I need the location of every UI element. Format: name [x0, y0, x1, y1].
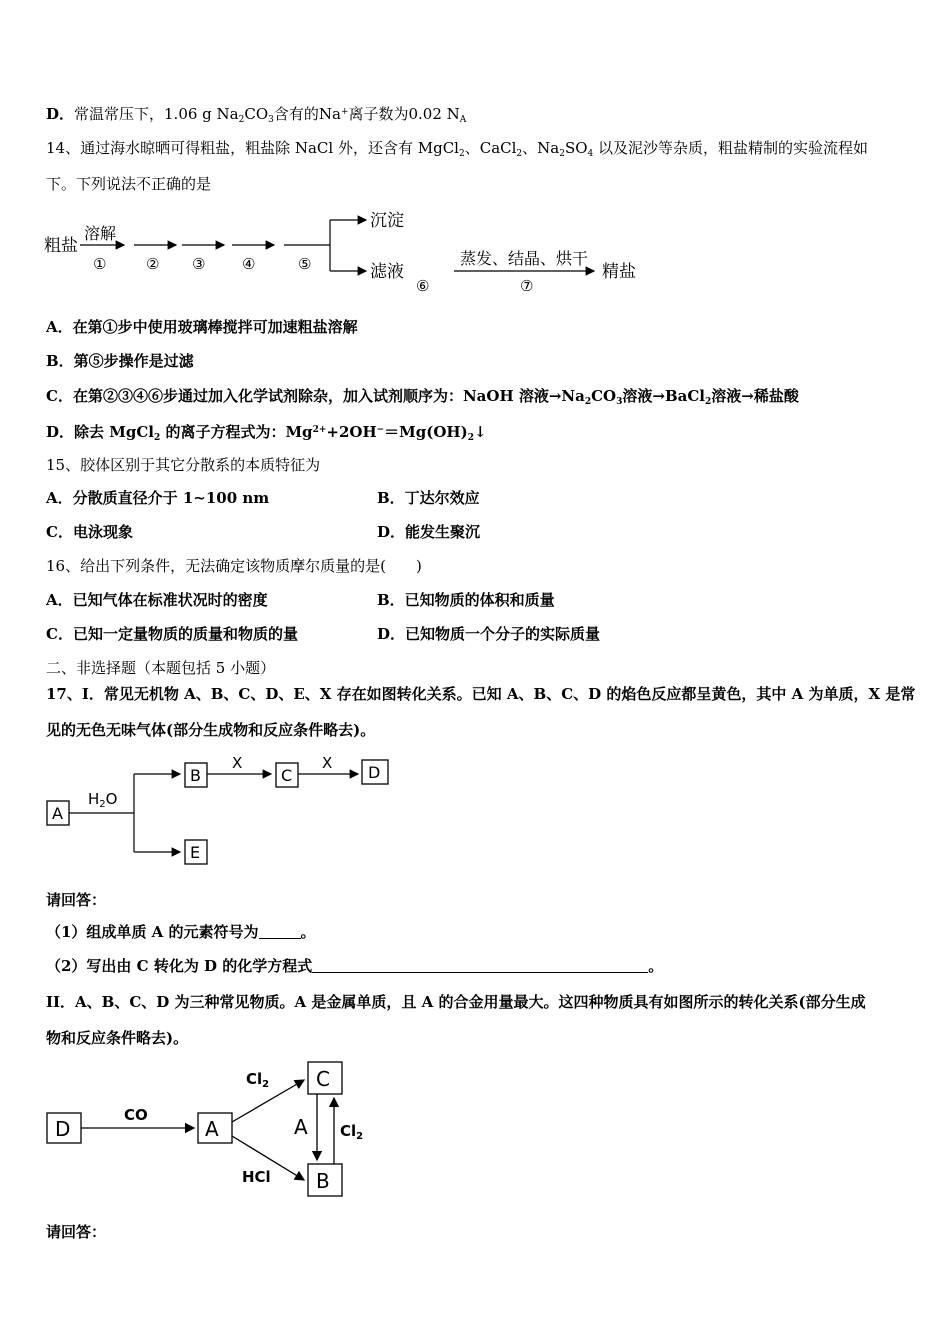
q14-option-d: D．除去 MgCl$_2$ 的离子方程式为：$Mg^{2+}+2OH^-=Mg(OH)_2↓$	[46, 423, 487, 443]
d1-label-b: B	[190, 766, 201, 785]
q17-q1: （1）组成单质 A 的元素符号为 。	[46, 923, 316, 941]
d2-label-d: D	[55, 1117, 71, 1141]
d1-label-c: C	[281, 766, 293, 785]
q17-part2-line2: 物和反应条件略去)。	[46, 1029, 189, 1047]
d2-hcl: HCl	[242, 1168, 271, 1186]
d1-reagent: $H_2O$	[88, 790, 118, 810]
q16-option-c: C．已知一定量物质的质量和物质的量	[46, 625, 298, 643]
d2-mid-a: A	[294, 1115, 308, 1139]
flow-step-6: ⑥	[416, 277, 430, 295]
d2-cl2-a: $Cl_2$	[246, 1070, 270, 1090]
q17-part1-line2: 见的无色无味气体(部分生成物和反应条件略去)。	[46, 721, 376, 739]
flow-step-1: ①	[93, 255, 107, 273]
flow-step-5: ⑤	[298, 255, 312, 273]
flow-step-7: ⑦	[520, 277, 534, 295]
flow-step-3: ③	[192, 255, 206, 273]
q17-diagram-1	[44, 756, 404, 868]
d1-x1: X	[232, 756, 243, 772]
q17-answer-prompt-2: 请回答：	[46, 1223, 107, 1241]
d2-co: CO	[124, 1106, 148, 1124]
d1-label-e: E	[190, 843, 201, 862]
flow-step-4: ④	[242, 255, 256, 273]
q17-q1-blank[interactable]	[259, 924, 301, 939]
q17-diagram-2	[44, 1058, 384, 1202]
d1-label-a: A	[52, 804, 63, 823]
flow-start: 粗盐	[44, 236, 78, 256]
d1-label-d: D	[368, 763, 381, 782]
q15-stem: 15、胶体区别于其它分散系的本质特征为	[46, 456, 321, 474]
q16-stem: 16、给出下列条件，无法确定该物质摩尔质量的是( )	[46, 557, 422, 575]
q16-option-b: B．已知物质的体积和质量	[377, 591, 555, 609]
q15-option-a: A．分散质直径介于 1~100 nm	[46, 489, 270, 507]
q17-part1-line1: 17、I．常见无机物 A、B、C、D、E、X 存在如图转化关系。已知 A、B、C、D 的焰色反应都呈黄色，其中 A 为单质，X 是常	[46, 685, 916, 703]
q16-option-a: A．已知气体在标准状况时的密度	[46, 591, 268, 609]
q15-option-b: B．丁达尔效应	[377, 489, 480, 507]
q14-flow-diagram	[40, 205, 680, 295]
q17-part2-line1: II．A、B、C、D 为三种常见物质。A 是金属单质，且 A 的合金用量最大。这四种物质具有如图所示的转化关系(部分生成	[46, 993, 866, 1011]
q14-option-c: C．在第②③④⑥步通过加入化学试剂除杂，加入试剂顺序为：NaOH 溶液$\to Na_2CO_3$溶液→BaCl$_2$溶液→稀盐酸	[46, 387, 799, 407]
q17-answer-prompt-1: 请回答：	[46, 891, 107, 909]
flow-end: 精盐	[602, 262, 636, 282]
section-heading: 二、非选择题（本题包括 5 小题）	[46, 659, 276, 677]
q15-option-c: C．电泳现象	[46, 523, 133, 541]
d2-label-b: B	[316, 1169, 330, 1193]
d2-label-a: A	[205, 1117, 219, 1141]
d1-x2: X	[322, 756, 333, 772]
d2-label-c: C	[316, 1067, 330, 1091]
d2-cl2-b: $Cl_2$	[340, 1122, 364, 1142]
flow-precipitate: 沉淀	[370, 211, 404, 231]
q14-stem-line1: 14、通过海水晾晒可得粗盐，粗盐除 NaCl 外，还含有 MgCl$_2$、CaCl$_2$、$Na_2SO_4$ 以及泥沙等杂质，粗盐精制的实验流程如	[46, 139, 869, 159]
q14-stem-line2: 下。下列说法不正确的是	[46, 175, 212, 193]
q14-option-b: B．第⑤步操作是过滤	[46, 352, 194, 370]
q13-option-d: D．常温常压下，1.06 g $Na_2CO_3$含有的Na+离子数为0.02 $N_A$	[46, 105, 467, 125]
q15-option-d: D．能发生聚沉	[377, 523, 481, 541]
q17-q2-blank[interactable]	[312, 958, 648, 973]
q16-option-d: D．已知物质一个分子的实际质量	[377, 625, 601, 643]
flow-filtrate: 滤液	[370, 262, 404, 282]
q17-q2: （2）写出由 C 转化为 D 的化学方程式 。	[46, 957, 664, 975]
flow-ops: 蒸发、结晶、烘干	[460, 249, 589, 268]
flow-dissolve: 溶解	[84, 224, 117, 243]
flow-step-2: ②	[146, 255, 160, 273]
q14-option-a: A．在第①步中使用玻璃棒搅拌可加速粗盐溶解	[46, 318, 358, 336]
